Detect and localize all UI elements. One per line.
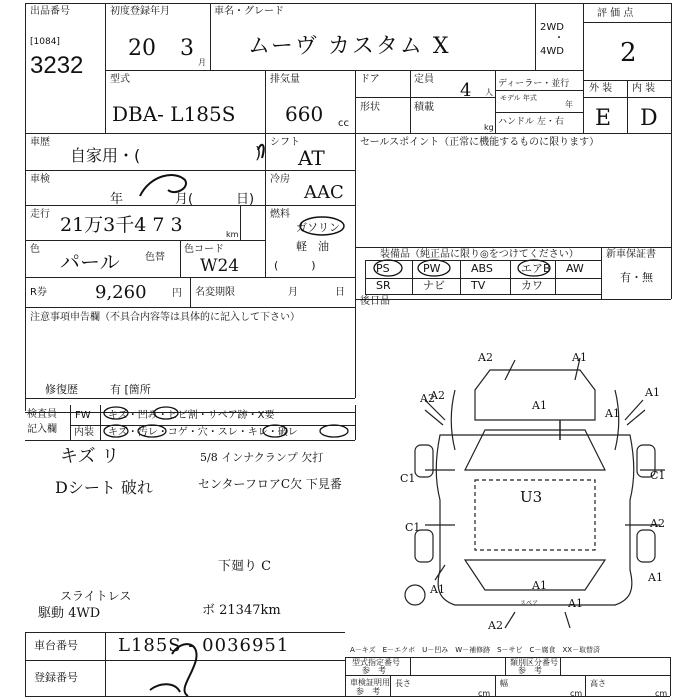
load-label: 積載 xyxy=(414,102,434,113)
first-reg-year: 20 xyxy=(128,36,156,61)
drive-2wd: 2WD xyxy=(540,22,564,33)
equipment-item: エアB xyxy=(521,262,551,275)
registration-label: 登録番号 xyxy=(34,671,78,684)
deadline-label: 名変期限 xyxy=(195,287,235,298)
damage-mark: A1 xyxy=(572,351,587,364)
name-label: 車名・グレード xyxy=(214,6,284,17)
model-year-label: モデル 年式 xyxy=(500,94,537,102)
damage-mark: A1 xyxy=(605,407,620,420)
color-code-label: 色コード xyxy=(184,244,224,255)
shift-label: シフト xyxy=(270,137,300,148)
damage-mark: A1 xyxy=(532,579,547,592)
color-code-value: W24 xyxy=(200,256,240,276)
disp-value: 660 xyxy=(285,102,324,126)
inspection-day: 日) xyxy=(236,192,255,207)
inspector-int-items: キズ・汚レ・コゲ・穴・スレ・キレ・破レ xyxy=(108,427,298,438)
hw-note-left-2: Dシート 破れ xyxy=(55,478,153,497)
type-no-ref: 参 考 xyxy=(362,666,386,675)
recycle-label: R券 xyxy=(30,287,47,298)
damage-mark: U3 xyxy=(520,488,543,506)
fuel-gasoline: ガソリン xyxy=(296,221,340,234)
lot-label: 出品番号 xyxy=(30,6,70,17)
mileage-value: 21万3千4 7 3 xyxy=(60,214,183,236)
fuel-diesel: 軽 油 xyxy=(296,240,329,253)
mileage-label: 走行 xyxy=(30,209,50,220)
back-date-label: 後日品 xyxy=(360,296,390,307)
mileage-unit: km xyxy=(226,230,239,239)
capacity-label: 定員 xyxy=(414,74,434,85)
class-no-ref: 参 考 xyxy=(518,666,542,675)
first-reg-month: 3 xyxy=(180,36,194,61)
drive-dot: ・ xyxy=(554,33,564,44)
damage-mark: A2 xyxy=(488,619,503,632)
type-no-label: 型式指定番号 xyxy=(352,658,400,667)
inspector-int: 内装 xyxy=(74,427,94,438)
capacity-value: 4 xyxy=(460,80,472,101)
handle-label: ハンドル 左・右 xyxy=(498,117,564,127)
load-unit: kg xyxy=(484,123,494,132)
equipment-item: TV xyxy=(471,279,486,292)
hw-note-right-1: 5/8 インナクランプ 欠打 xyxy=(200,451,324,464)
damage-mark: A2 xyxy=(430,389,445,402)
notes-label: 注意事項申告欄（不具合内容等は具体的に記入して下さい） xyxy=(30,312,300,323)
damage-mark: C1 xyxy=(405,521,421,534)
model-label: 型式 xyxy=(110,74,130,85)
repair-value: 有 [箇所 xyxy=(110,383,151,396)
inspection-month: 月( xyxy=(175,192,194,207)
lot-sub: [1084] xyxy=(30,37,60,47)
repair-label: 修復歴 xyxy=(45,383,78,396)
damage-mark: C1 xyxy=(400,472,416,485)
fuel-label: 燃料 xyxy=(270,209,290,220)
equipment-item: PS xyxy=(376,262,390,275)
hw-note-right-2: センターフロアC欠 下見番 xyxy=(198,477,342,491)
warranty-value: 有・無 xyxy=(620,271,653,284)
width-cm: cm xyxy=(570,689,583,698)
deadline-day: 日 xyxy=(335,287,345,298)
deadline-month: 月 xyxy=(288,287,298,298)
history-label: 車歴 xyxy=(30,137,50,148)
damage-mark: A2 xyxy=(420,392,435,405)
warranty-label: 新車保証書 xyxy=(606,249,656,260)
width-label: 幅 xyxy=(500,679,508,688)
hw-note-right-3: 下廻り C xyxy=(218,559,272,574)
dealer-label: ディーラー・並行 xyxy=(498,79,570,89)
cert-ref: 参 考 xyxy=(356,687,380,696)
hw-note-left-1: キズ リ xyxy=(60,446,120,467)
equipment-item: カワ xyxy=(521,279,543,292)
inspection-year: 年 xyxy=(110,192,124,207)
first-reg-label: 初度登録年月 xyxy=(110,6,170,17)
disp-label: 排気量 xyxy=(270,74,300,85)
ext-value: E xyxy=(595,106,612,131)
history-paren: ) xyxy=(255,143,262,162)
car-name: ムーヴ カスタム X xyxy=(248,34,451,59)
inspection-label: 車検 xyxy=(30,174,50,185)
door-label: ドア xyxy=(360,74,380,85)
damage-mark: A1 xyxy=(645,386,660,399)
shift-value: AT xyxy=(298,146,325,170)
disp-unit: cc xyxy=(338,118,349,129)
color-value: パール xyxy=(60,250,120,274)
sales-label: セールスポイント（正常に機能するものに限ります） xyxy=(360,137,600,148)
repaint-label: 色替 xyxy=(145,252,165,263)
damage-mark: A2 xyxy=(650,517,665,530)
year-unit: 年 xyxy=(565,100,573,109)
spare-label: スペア xyxy=(520,600,539,607)
fuel-paren: ( ) xyxy=(274,259,316,272)
drive-4wd: 4WD xyxy=(540,46,564,57)
inspector-label-1: 検査員 xyxy=(27,409,57,420)
equipment-item: ナビ xyxy=(423,279,445,292)
history-value: 自家用・( xyxy=(70,146,141,165)
chassis-label: 車台番号 xyxy=(34,639,78,652)
hw-note-bottom-1: スライトレス xyxy=(60,589,132,603)
equipment-item: ABS xyxy=(471,262,493,275)
cert-label: 車検証明用 xyxy=(350,678,390,687)
inspector-fw-items: キズ・凹み・ヒビ割・リペア跡・X要 xyxy=(108,410,275,421)
damage-mark: C1 xyxy=(650,469,666,482)
ac-label: 冷房 xyxy=(270,174,290,185)
damage-legend: A－キズ E－エクボ U－凹み W－補修跡 S－サビ C－腐食 XX－取替済 xyxy=(350,646,601,654)
class-no-label: 類別区分番号 xyxy=(510,658,558,667)
chassis-value: L185S - 0036951 xyxy=(118,635,290,656)
int-value: D xyxy=(640,106,658,131)
capacity-unit: 人 xyxy=(485,88,493,97)
equipment-item: AW xyxy=(566,262,584,275)
length-label: 長さ xyxy=(395,679,411,688)
damage-mark: A1 xyxy=(648,571,663,584)
equipment-label: 装備品（純正品に限り◎をつけてください） xyxy=(380,249,579,260)
recycle-value: 9,260 xyxy=(95,282,147,303)
lot-number: 3232 xyxy=(30,52,84,79)
shape-label: 形状 xyxy=(360,102,380,113)
ac-value: AAC xyxy=(304,182,344,203)
equipment-item: SR xyxy=(376,279,391,292)
color-label: 色 xyxy=(30,244,40,255)
damage-mark: A1 xyxy=(430,583,445,596)
recycle-unit: 円 xyxy=(172,288,182,299)
model-value: DBA- L185S xyxy=(112,102,236,126)
score-label: 評 価 点 xyxy=(597,8,634,19)
height-cm: cm xyxy=(655,689,668,698)
int-label: 内 装 xyxy=(632,83,656,94)
month-unit: 月 xyxy=(198,58,206,67)
score-value: 2 xyxy=(620,38,637,68)
height-label: 高さ xyxy=(590,679,606,688)
hw-note-bottom-2: 駆動 4WD xyxy=(38,606,101,621)
damage-mark: A1 xyxy=(532,399,547,412)
inspector-fw: FW xyxy=(75,410,91,421)
damage-mark: A2 xyxy=(478,351,493,364)
ext-label: 外 装 xyxy=(589,83,613,94)
equipment-item: PW xyxy=(423,262,441,275)
length-cm: cm xyxy=(478,689,491,698)
damage-mark: A1 xyxy=(568,597,583,610)
inspector-label-2: 記入欄 xyxy=(27,424,57,435)
hw-note-right-4: ボ 21347km xyxy=(202,603,281,618)
